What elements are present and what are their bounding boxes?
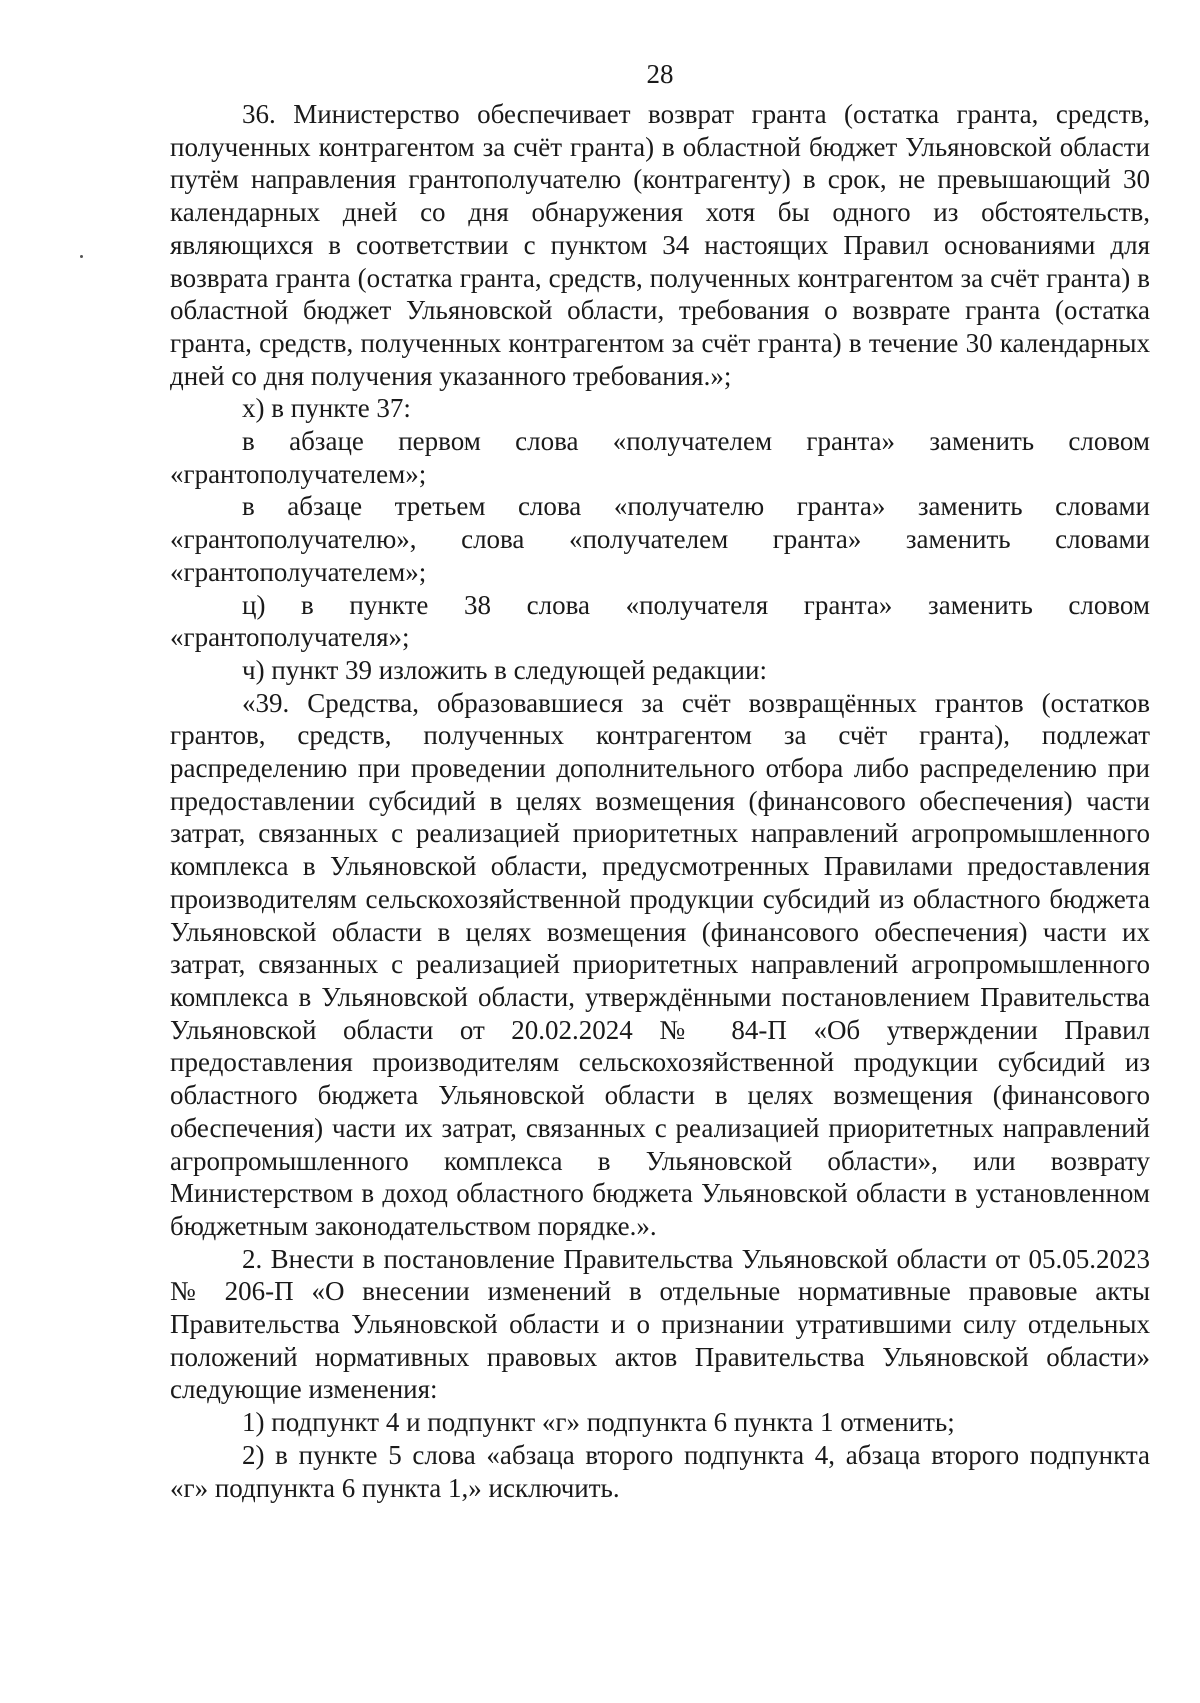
paragraph-abzac-first: в абзаце первом слова «получателем гранта» заменить словом «грантополучателем»;: [170, 426, 1150, 489]
paragraph-item-36: 36. Министерство обеспечивает возврат гранта (остатка гранта, средств, полученных контрагентом за счёт гранта) в областной бюджет Ульяновской области путём направления грантополучателю (контрагенту) в срок, не превышающий 30 календарных дней со дня обнаружения хотя бы одного из обстоятельств, являющихся в соответствии с пунктом 34 настоящих Правил основаниями для возврата гранта (остатка гранта, средств, полученных контрагентом за счёт гранта) в областной бюджет Ульяновской области, требования о возврате гранта (остатка гранта, средств, полученных контрагентом за счёт гранта) в течение 30 календарных дней со дня получения указанного требования.»;: [170, 99, 1150, 391]
paragraph-section-2: 2. Внести в постановление Правительства Ульяновской области от 05.05.2023 № 206-П «О внесении изменений в отдельные нормативные правовые акты Правительства Ульяновской области и о признании утратившими силу отдельных положений нормативных правовых актов Правительства Ульяновской области» следующие изменения:: [170, 1243, 1150, 1405]
paragraph-subitem-1: 1) подпункт 4 и подпункт «г» подпункта 6 пункта 1 отменить;: [242, 1407, 955, 1438]
paragraph-item-39: «39. Средства, образовавшиеся за счёт возвращённых грантов (остатков грантов, средств, полученных контрагентом за счёт гранта), подлежат распределению при проведении дополнительного отбора либо распределению при предоставлении субсидий в целях возмещения (финансового обеспечения) части затрат, связанных с реализацией приоритетных направлений агропромышленного комплекса в Ульяновской области, предусмотренных Правилами предоставления производителям сельскохозяйственной продукции субсидий из областного бюджета Ульяновской области в целях возмещения (финансового обеспечения) части их затрат, связанных с реализацией приоритетных направлений агропромышленного комплекса в Ульяновской области, утверждёнными постановлением Правительства Ульяновской области от 20.02.2024 № 84-П «Об утверждении Правил предоставления производителям сельскохозяйственной продукции субсидий из областного бюджета Ульяновской области в целях возмещения (финансового обеспечения) части их затрат, связанных с реализацией приоритетных направлений агропромышленного комплекса в Ульяновской области», или возврату Министерством в доход областного бюджета Ульяновской области в установленном бюджетным законодательством порядке.».: [170, 687, 1150, 1241]
paragraph-subitem-ts: ц) в пункте 38 слова «получателя гранта» заменить словом «грантополучателя»;: [170, 589, 1150, 653]
document-body: [170, 98, 1150, 1504]
paragraph-abzac-third: в абзаце третьем слова «получателю гранта» заменить словами «грантополучателю», слова «получателем гранта» заменить словами «грантополучателем»;: [170, 491, 1150, 587]
scan-speck: [80, 255, 83, 258]
paragraph-subitem-kh: х) в пункте 37:: [242, 393, 411, 424]
paragraph-subitem-ch: ч) пункт 39 изложить в следующей редакции:: [242, 654, 767, 685]
page-number: 28: [646, 59, 674, 89]
paragraph-subitem-2: 2) в пункте 5 слова «абзаца второго подпункта 4, абзаца второго подпункта «г» подпункта 6 пункта 1,» исключить.: [170, 1439, 1150, 1503]
